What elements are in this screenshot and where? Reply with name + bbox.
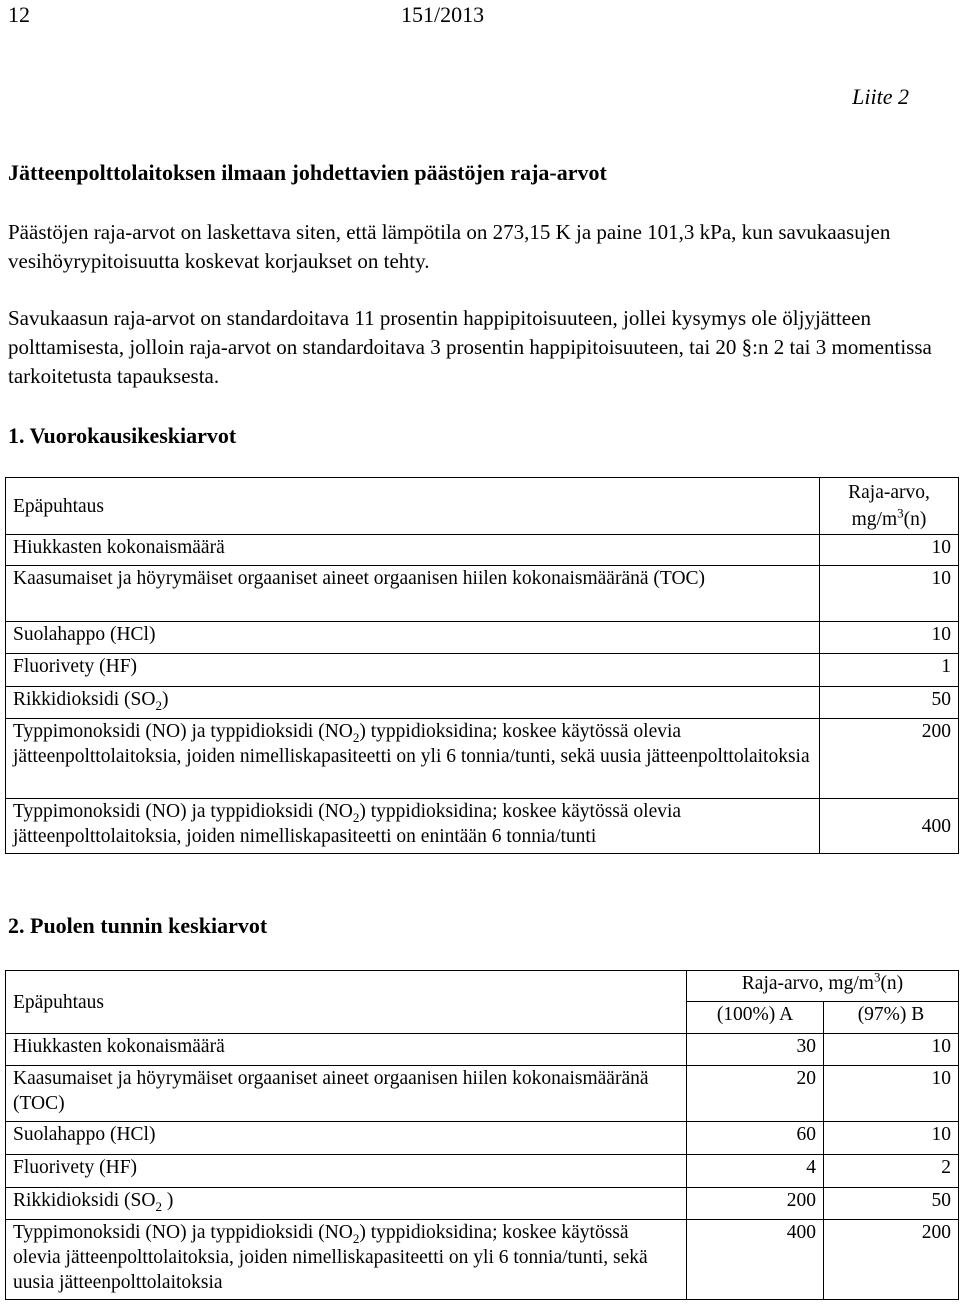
- col-header-a: (100%) A: [687, 1002, 824, 1034]
- limit-value: 10: [820, 566, 959, 622]
- limit-value: 1: [820, 654, 959, 687]
- pollutant-name: Fluorivety (HF): [6, 1155, 687, 1188]
- table-header-row: [6, 478, 959, 535]
- limit-value-a: 30: [687, 1034, 824, 1066]
- pollutant-name: Hiukkasten kokonaismäärä: [6, 535, 820, 566]
- paragraph-oxygen-standardization: Savukaasun raja-arvot on standardoitava 11 prosentin happipitoisuuteen, jollei kysymys ole öljyjätteen polttamisesta, jolloin raja-arvot on standardoitava 3 prosentin happipitoisuuteen, tai 20 §:n 2 tai 3 momentissa tarkoitetusta tapauksesta.: [8, 306, 932, 388]
- section-heading-half-hour-averages: 2. Puolen tunnin keskiarvot: [8, 913, 268, 938]
- pollutant-name: Rikkidioksidi $(SO_2)$: [6, 687, 820, 719]
- limit-value-a: 4: [687, 1155, 824, 1188]
- limit-value-b: 2: [824, 1155, 959, 1188]
- table-row: [6, 622, 959, 654]
- col-header-limit: Raja-arvo, $mg/m^3(n)$: [687, 971, 959, 1002]
- section-heading-daily-averages: 1. Vuorokausikeskiarvot: [8, 423, 237, 448]
- pollutant-name: Suolahappo (HCl): [6, 622, 820, 654]
- table-header-row: [6, 971, 959, 1002]
- table-row: [6, 1188, 959, 1220]
- limit-value: 50: [820, 687, 959, 719]
- table-row: [6, 799, 959, 854]
- col-header-limit: Raja-arvo, $mg/m^3(n)$: [820, 478, 959, 535]
- limit-value-a: 200: [687, 1188, 824, 1220]
- pollutant-name: Typpimonoksidi (NO) ja typpidioksidi $(NO_2)$ typpidioksidina; koskee käytössä olevia jätteenpolttolaitoksia, joiden nimelliskapasiteetti on yli 6 tonnia/tunti, sekä uusia jätteenpolttolaitoksia: [6, 1220, 687, 1300]
- table-row: [6, 566, 959, 622]
- pollutant-name: Typpimonoksidi (NO) ja typpidioksidi $(NO_2)$ typpidioksidina; koskee käytössä olevia jätteenpolttolaitoksia, joiden nimelliskapasiteetti on enintään 6 tonnia/tunti: [6, 799, 820, 854]
- appendix-label: Liite 2: [852, 84, 909, 109]
- limit-value: 10: [820, 535, 959, 566]
- col-header-b: (97%) B: [824, 1002, 959, 1034]
- table-row: [6, 719, 959, 799]
- half-hour-limits-table: [5, 970, 959, 1300]
- limit-value-b: 10: [824, 1122, 959, 1155]
- table-row: [6, 1220, 959, 1300]
- pollutant-name: Fluorivety (HF): [6, 654, 820, 687]
- table-row: [6, 1155, 959, 1188]
- pollutant-name: Kaasumaiset ja höyrymäiset orgaaniset aineet orgaanisen hiilen kokonaismääränä (TOC): [6, 1066, 687, 1122]
- table-row: [6, 1034, 959, 1066]
- pollutant-name: Kaasumaiset ja höyrymäiset orgaaniset aineet orgaanisen hiilen kokonaismääränä (TOC): [6, 566, 820, 622]
- limit-value: 10: [820, 622, 959, 654]
- pollutant-name: Suolahappo (HCl): [6, 1122, 687, 1155]
- issue-number: 151/2013: [401, 2, 485, 27]
- table-row: [6, 535, 959, 566]
- limit-value-a: 20: [687, 1066, 824, 1122]
- table-row: [6, 687, 959, 719]
- limit-value-b: 10: [824, 1034, 959, 1066]
- paragraph-normalization: Päästöjen raja-arvot on laskettava siten, että lämpötila on 273,15 K ja paine 101,3 kPa, kun savukaasujen vesihöyrypitoisuutta koskevat korjaukset on tehty.: [8, 220, 891, 273]
- table-row: [6, 654, 959, 687]
- limit-value-b: 200: [824, 1220, 959, 1300]
- limit-value-b: 10: [824, 1066, 959, 1122]
- col-header-pollutant: Epäpuhtaus: [6, 478, 820, 535]
- pollutant-name: Rikkidioksidi ($SO_2$ ): [6, 1188, 687, 1220]
- table-row: [6, 1066, 959, 1122]
- limit-value: 200: [820, 719, 959, 799]
- limit-value-b: 50: [824, 1188, 959, 1220]
- daily-limits-table: [5, 477, 959, 854]
- table-row: [6, 1122, 959, 1155]
- document-title: Jätteenpolttolaitoksen ilmaan johdettavien päästöjen raja-arvot: [8, 160, 607, 185]
- limit-value: 400: [820, 799, 959, 854]
- pollutant-name: Hiukkasten kokonaismäärä: [6, 1034, 687, 1066]
- col-header-pollutant: Epäpuhtaus: [6, 971, 687, 1034]
- limit-value-a: 400: [687, 1220, 824, 1300]
- page-number: 12: [8, 2, 30, 27]
- pollutant-name: Typpimonoksidi (NO) ja typpidioksidi $(NO_2)$ typpidioksidina; koskee käytössä olevia jätteenpolttolaitoksia, joiden nimelliskapasiteetti on yli 6 tonnia/tunti, sekä uusia jätteenpolttolaitoksia: [6, 719, 820, 799]
- limit-value-a: 60: [687, 1122, 824, 1155]
